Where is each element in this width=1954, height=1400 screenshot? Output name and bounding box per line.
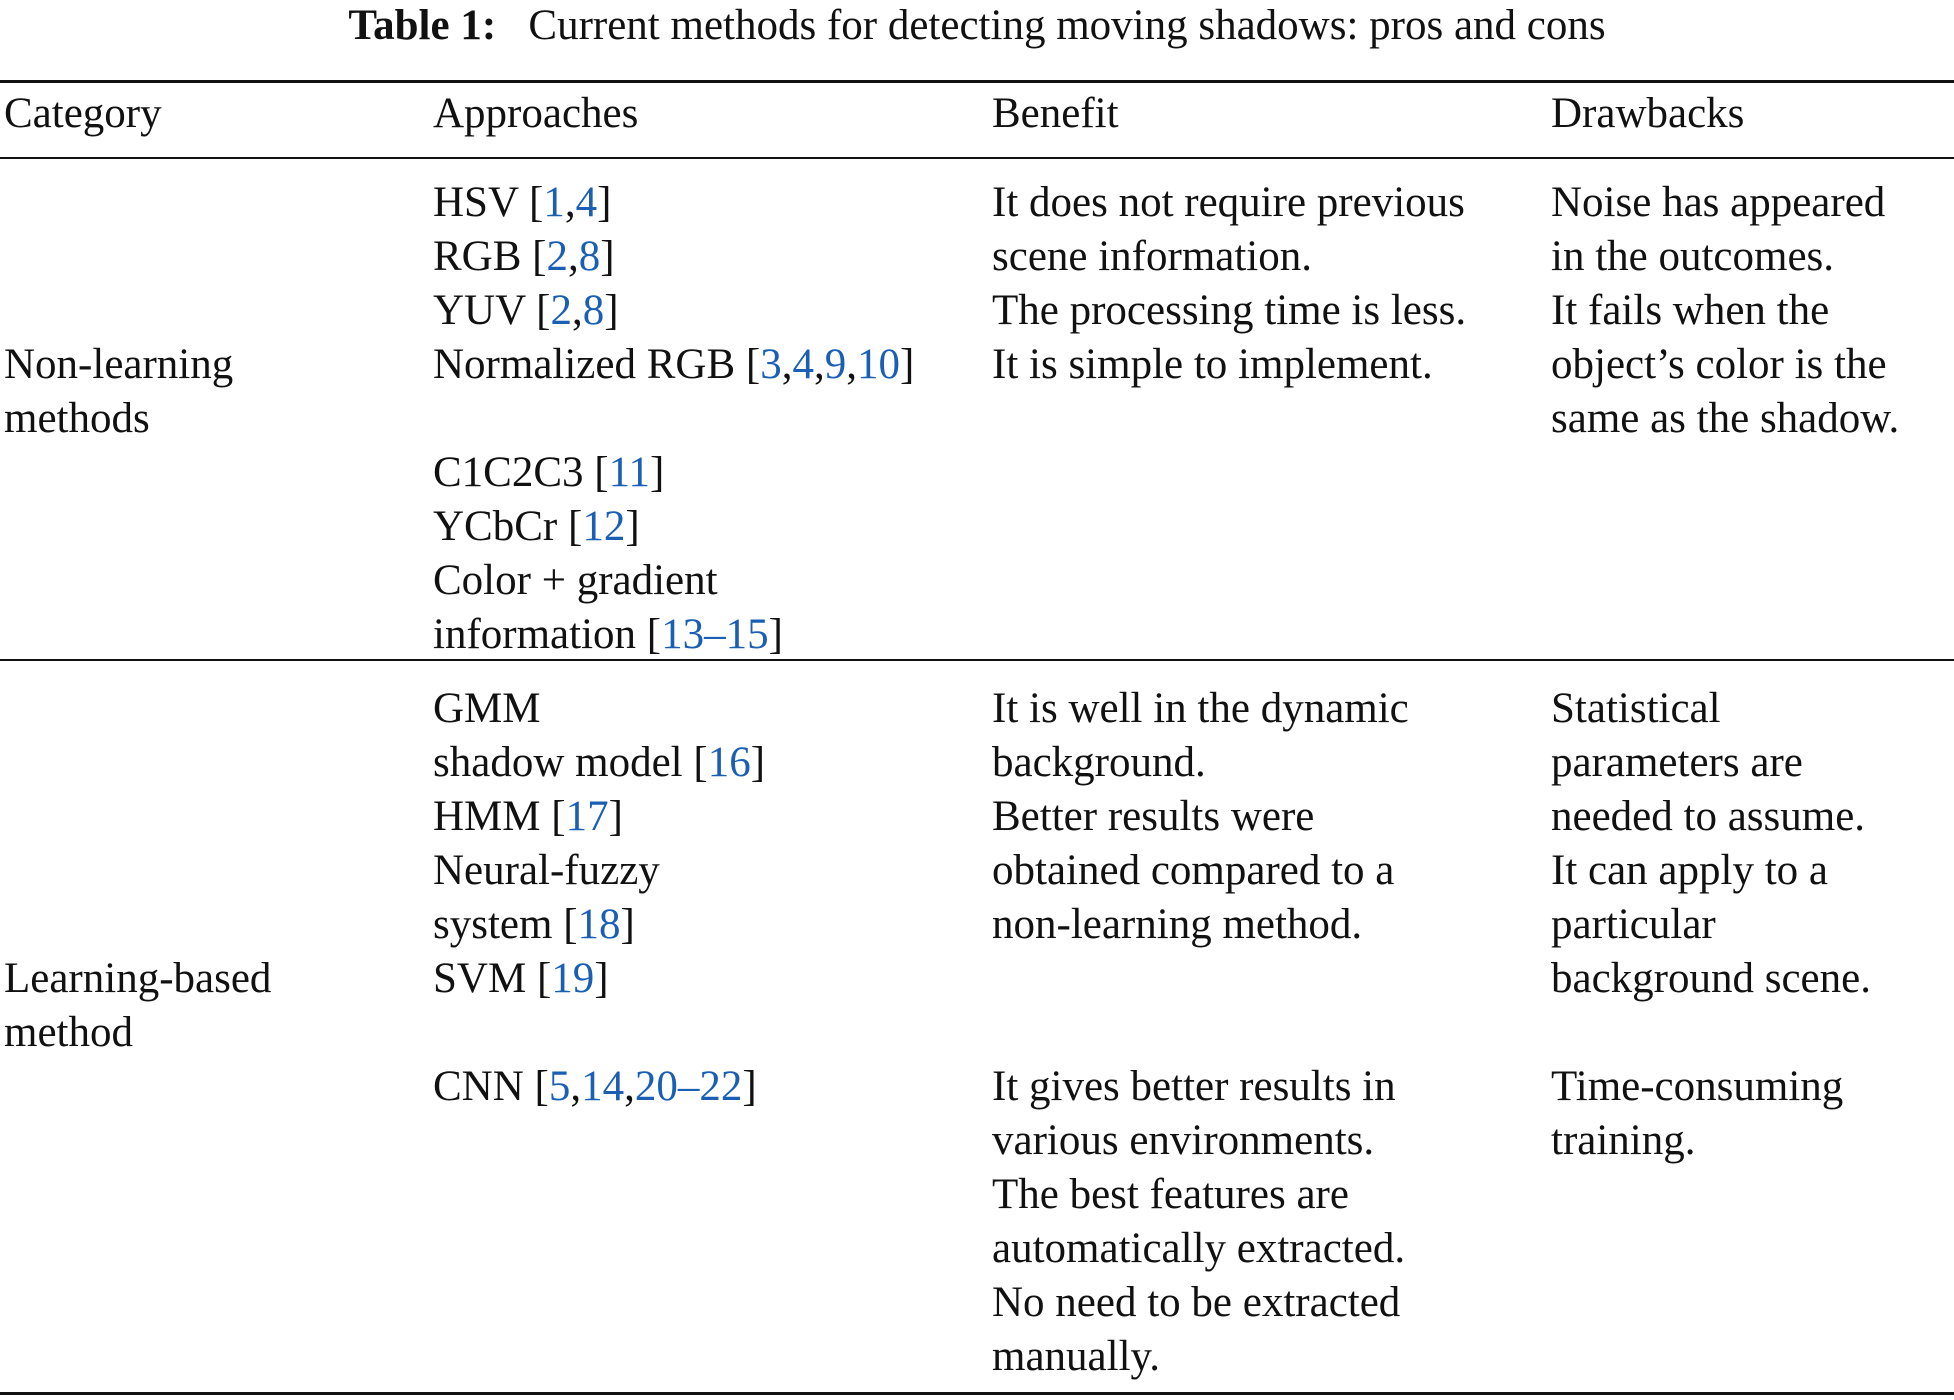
citation-link[interactable]: 11 bbox=[608, 449, 651, 496]
row1-category-line: methods bbox=[4, 395, 150, 442]
approach-line bbox=[433, 554, 914, 608]
row-separator-rule bbox=[0, 659, 1954, 661]
table-caption bbox=[0, 0, 1954, 52]
benefit-line: non-learning method. bbox=[992, 901, 1363, 948]
benefit-line: scene information. bbox=[992, 233, 1313, 280]
row1-category-line: Non-learning bbox=[4, 341, 234, 388]
top-rule bbox=[0, 80, 1954, 83]
approach-name: Normalized RGB bbox=[433, 341, 736, 388]
row2-category-line: Learning-based bbox=[4, 955, 272, 1002]
citation-link[interactable]: 4 bbox=[792, 341, 814, 388]
drawback-line: training. bbox=[1551, 1117, 1696, 1164]
citation-link[interactable]: 13–15 bbox=[661, 611, 769, 658]
benefit-line: It is well in the dynamic bbox=[992, 685, 1409, 732]
citation-link[interactable]: 4 bbox=[575, 179, 598, 226]
citation-link[interactable]: 8 bbox=[582, 287, 605, 334]
approach-line: system [18] bbox=[433, 901, 635, 948]
approach-line: information [13–15] bbox=[433, 611, 783, 658]
drawback-line: same as the shadow. bbox=[1551, 395, 1900, 442]
citation-link[interactable]: 1 bbox=[543, 179, 565, 226]
citation-link[interactable]: 12 bbox=[582, 503, 626, 550]
benefit-line: various environments. bbox=[992, 1117, 1375, 1164]
drawback-line: particular bbox=[1551, 901, 1716, 948]
benefit-line: obtained compared to a bbox=[992, 847, 1395, 894]
citation-link[interactable]: 2 bbox=[546, 233, 568, 280]
benefit-line: Better results were bbox=[992, 793, 1315, 840]
approach-name: shadow model bbox=[433, 739, 683, 786]
approach-line: HMM [17] bbox=[433, 793, 623, 840]
approach-name: HMM bbox=[433, 793, 541, 840]
drawback-line: object’s color is the bbox=[1551, 341, 1887, 388]
row1-drawbacks bbox=[1551, 176, 1899, 446]
approach-name: CNN bbox=[433, 1063, 524, 1110]
approach-line: CNN [5,14,20–22] bbox=[433, 1063, 757, 1110]
citation-link[interactable]: 3 bbox=[760, 341, 782, 388]
benefit-line: It gives better results in bbox=[992, 1063, 1396, 1110]
approach-name: C1C2C3 bbox=[433, 449, 584, 496]
citation-link[interactable]: 8 bbox=[578, 233, 601, 280]
drawback-line: background scene. bbox=[1551, 955, 1871, 1002]
benefit-line: automatically extracted. bbox=[992, 1225, 1406, 1272]
citation-link[interactable]: 19 bbox=[551, 955, 595, 1002]
approach-name: GMM bbox=[433, 685, 541, 732]
approach-name: Neural-fuzzy bbox=[433, 847, 660, 894]
approach-name: YUV bbox=[433, 287, 526, 334]
approach-line: YCbCr [12] bbox=[433, 503, 640, 550]
row2-approaches-a bbox=[433, 682, 765, 1006]
benefit-line: The best features are bbox=[992, 1171, 1349, 1218]
benefit-line: It does not require previous bbox=[992, 179, 1465, 226]
row1-approaches bbox=[433, 176, 914, 662]
approach-line: HSV [1,4] bbox=[433, 179, 612, 226]
approach-line bbox=[433, 682, 765, 736]
row2-category bbox=[4, 952, 271, 1060]
spacer bbox=[433, 392, 914, 446]
approach-name: YCbCr bbox=[433, 503, 558, 550]
approach-line: SVM [19] bbox=[433, 955, 609, 1002]
approach-name: Color + gradient bbox=[433, 557, 718, 604]
approach-line: shadow model [16] bbox=[433, 739, 766, 786]
row2-drawbacks-a bbox=[1551, 682, 1871, 1006]
table-caption-text: Current methods for detecting moving shadows: pros and cons bbox=[528, 2, 1606, 49]
drawback-line: Noise has appeared bbox=[1551, 179, 1886, 226]
drawback-line: Statistical bbox=[1551, 685, 1721, 732]
drawback-line: in the outcomes. bbox=[1551, 233, 1835, 280]
citation-link[interactable]: 14 bbox=[581, 1063, 625, 1110]
citation-link[interactable]: 10 bbox=[856, 341, 900, 388]
approach-line: Normalized RGB [3,4,9,10] bbox=[433, 341, 915, 388]
approach-name: SVM bbox=[433, 955, 527, 1002]
row2-category-line: method bbox=[4, 1009, 133, 1056]
table-caption-label: Table 1: bbox=[348, 2, 497, 49]
drawback-line: parameters are bbox=[1551, 739, 1803, 786]
row2-approaches-b bbox=[433, 1060, 757, 1114]
approach-line: C1C2C3 [11] bbox=[433, 449, 665, 496]
benefit-line: No need to be extracted bbox=[992, 1279, 1401, 1326]
row2-benefit-b bbox=[992, 1060, 1405, 1384]
citation-link[interactable]: 18 bbox=[577, 901, 621, 948]
row2-drawbacks-b bbox=[1551, 1060, 1843, 1168]
benefit-line: background. bbox=[992, 739, 1206, 786]
drawback-line: Time-consuming bbox=[1551, 1063, 1844, 1110]
citation-link[interactable]: 2 bbox=[550, 287, 572, 334]
drawback-line: needed to assume. bbox=[1551, 793, 1866, 840]
row2-benefit-a bbox=[992, 682, 1409, 952]
header-rule bbox=[0, 157, 1954, 159]
approach-line bbox=[433, 844, 765, 898]
approach-name: system bbox=[433, 901, 553, 948]
benefit-line: It is simple to implement. bbox=[992, 341, 1433, 388]
header-drawbacks: Drawbacks bbox=[1551, 90, 1745, 137]
row1-category bbox=[4, 338, 233, 446]
benefit-line: The processing time is less. bbox=[992, 287, 1467, 334]
approach-name: RGB bbox=[433, 233, 522, 280]
citation-link[interactable]: 9 bbox=[824, 341, 847, 388]
bottom-rule bbox=[0, 1392, 1954, 1395]
approach-name: information bbox=[433, 611, 637, 658]
approach-line: RGB [2,8] bbox=[433, 233, 615, 280]
drawback-line: It fails when the bbox=[1551, 287, 1830, 334]
benefit-line: manually. bbox=[992, 1333, 1160, 1380]
header-category: Category bbox=[4, 90, 162, 137]
citation-link[interactable]: 20–22 bbox=[634, 1063, 743, 1110]
row1-benefit bbox=[992, 176, 1466, 392]
drawback-line: It can apply to a bbox=[1551, 847, 1829, 894]
header-benefit: Benefit bbox=[992, 90, 1119, 137]
citation-link[interactable]: 17 bbox=[565, 793, 609, 840]
citation-link[interactable]: 16 bbox=[707, 739, 751, 786]
approach-line: YUV [2,8] bbox=[433, 287, 619, 334]
approach-name: HSV bbox=[433, 179, 519, 226]
header-approaches: Approaches bbox=[433, 90, 639, 137]
citation-link[interactable]: 5 bbox=[548, 1063, 571, 1110]
